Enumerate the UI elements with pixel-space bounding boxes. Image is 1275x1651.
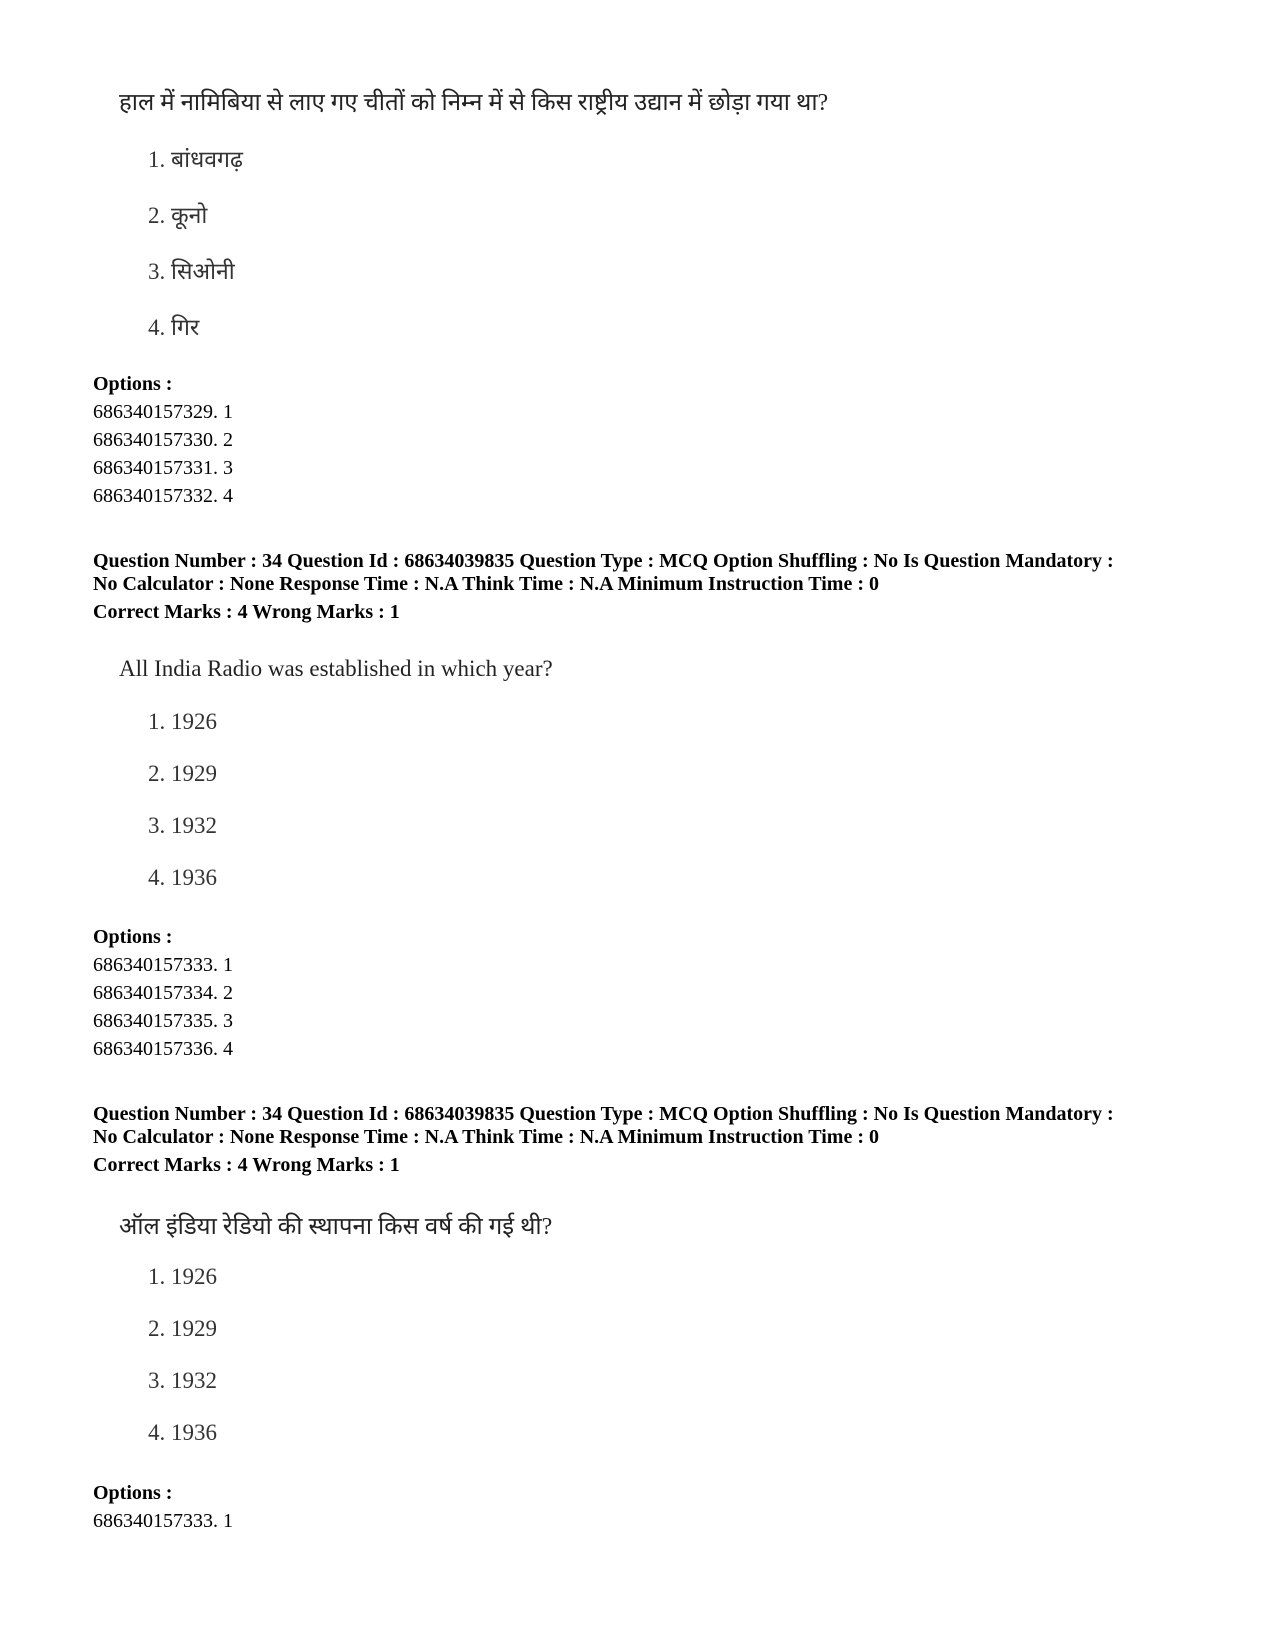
marks-line: Correct Marks : 4 Wrong Marks : 1: [93, 601, 400, 623]
answer-choice: 2. 1929: [148, 1316, 217, 1341]
marks-line: Correct Marks : 4 Wrong Marks : 1: [93, 1154, 400, 1176]
question-meta-line: Question Number : 34 Question Id : 68634039835 Question Type : MCQ Option Shuffling : No Is Question Mandatory :: [93, 550, 1114, 572]
answer-choice: 4. 1936: [148, 1420, 217, 1445]
question-text: ऑल इंडिया रेडियो की स्थापना किस वर्ष की गई थी?: [119, 1214, 553, 1240]
answer-choice: 3. सिओनी: [148, 259, 235, 284]
answer-choice: 2. कूनो: [148, 203, 208, 228]
option-id: 686340157329. 1: [93, 401, 233, 423]
question-meta-line: No Calculator : None Response Time : N.A Think Time : N.A Minimum Instruction Time : 0: [93, 573, 879, 595]
answer-choice: 4. गिर: [148, 315, 200, 340]
answer-choice: 1. बांधवगढ़: [148, 147, 243, 172]
question-text: All India Radio was established in which year?: [119, 656, 553, 681]
question-meta-line: Question Number : 34 Question Id : 68634039835 Question Type : MCQ Option Shuffling : No Is Question Mandatory :: [93, 1103, 1114, 1125]
question-text: हाल में नामिबिया से लाए गए चीतों को निम्न में से किस राष्ट्रीय उद्यान में छोड़ा गया था?: [119, 90, 829, 116]
option-id: 686340157332. 4: [93, 485, 233, 507]
option-id: 686340157335. 3: [93, 1010, 233, 1032]
answer-choice: 3. 1932: [148, 813, 217, 838]
options-label: Options :: [93, 1482, 173, 1504]
answer-choice: 4. 1936: [148, 865, 217, 890]
option-id: 686340157334. 2: [93, 982, 233, 1004]
answer-choice: 3. 1932: [148, 1368, 217, 1393]
answer-choice: 1. 1926: [148, 1264, 217, 1289]
question-meta-line: No Calculator : None Response Time : N.A Think Time : N.A Minimum Instruction Time : 0: [93, 1126, 879, 1148]
option-id: 686340157330. 2: [93, 429, 233, 451]
option-id: 686340157333. 1: [93, 954, 233, 976]
option-id: 686340157333. 1: [93, 1510, 233, 1532]
answer-choice: 1. 1926: [148, 709, 217, 734]
options-label: Options :: [93, 926, 173, 948]
options-label: Options :: [93, 373, 173, 395]
option-id: 686340157331. 3: [93, 457, 233, 479]
option-id: 686340157336. 4: [93, 1038, 233, 1060]
answer-choice: 2. 1929: [148, 761, 217, 786]
